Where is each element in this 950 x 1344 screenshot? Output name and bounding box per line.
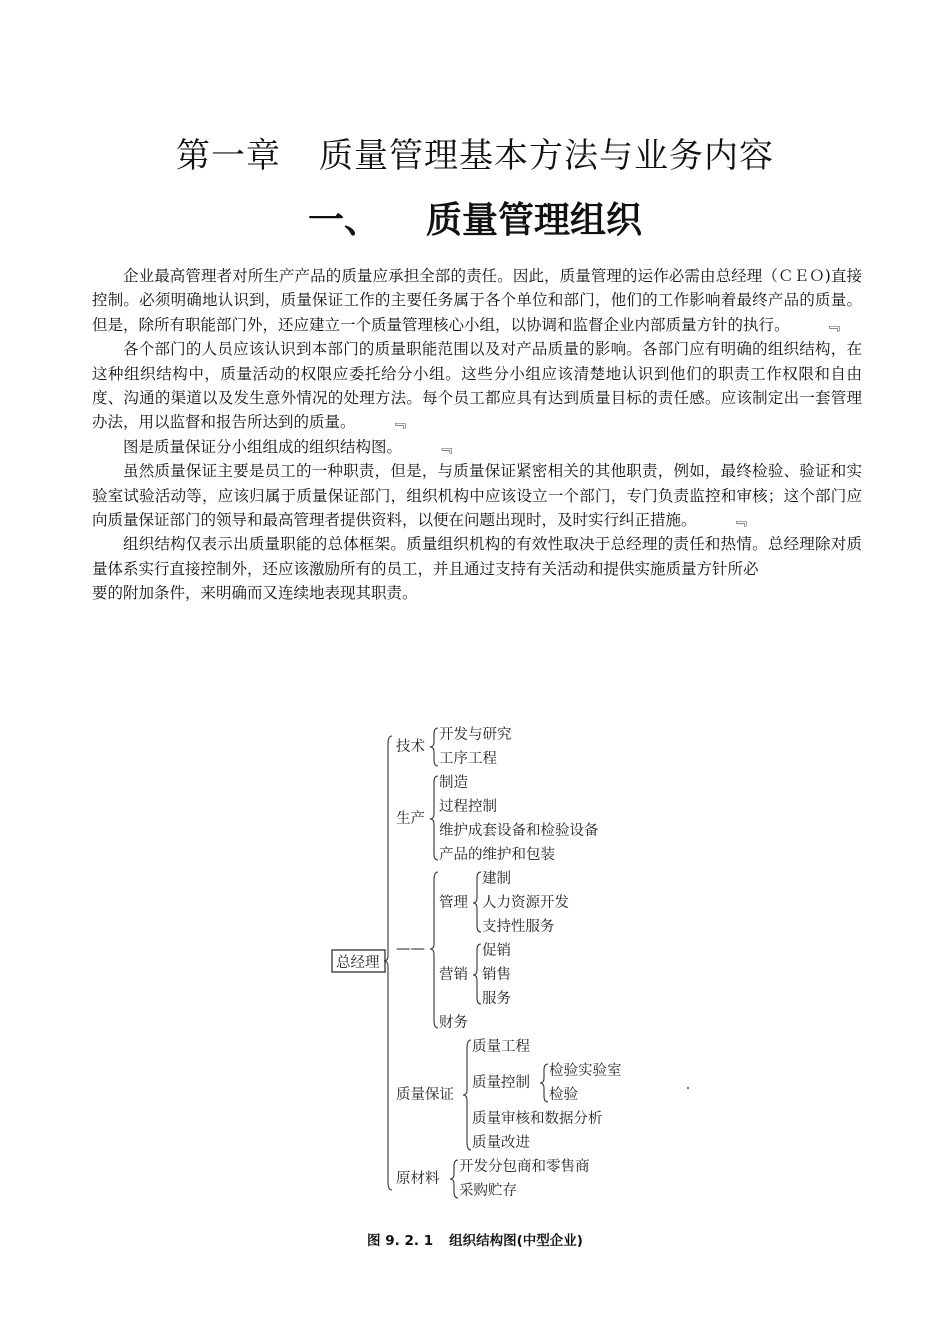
org-marketing-item: 促销 <box>482 943 511 959</box>
paragraph-mark-icon: ﹃ <box>437 437 453 456</box>
org-production-label: 生产 <box>396 811 425 827</box>
org-qa-control-label: 质量控制 <box>472 1075 530 1091</box>
org-marketing-label: 营销 <box>439 967 468 983</box>
raw-materials-brace <box>450 1160 458 1198</box>
org-raw-materials-item: 采购贮存 <box>459 1183 517 1199</box>
org-production-item: 过程控制 <box>439 799 497 815</box>
chapter-title-text: 质量管理基本方法与业务内容 <box>319 136 774 176</box>
org-qa-label: 质量保证 <box>396 1087 454 1103</box>
section-title <box>0 192 950 243</box>
org-blank-branch: —— <box>396 941 425 957</box>
paragraph-text: 组织结构仅表示出质量职能的总体框架。质量组织机构的有效性取决于总经理的责任和热情。总经理除对质量体系实行直接控制外，还应该激励所有的员工，并且通过支持有关活动和提供实施质量方针所必 <box>92 535 862 578</box>
org-finance-label: 财务 <box>439 1015 468 1031</box>
paragraph <box>92 459 862 532</box>
org-management-item: 支持性服务 <box>482 919 555 935</box>
chapter-number: 第一章 <box>176 136 281 176</box>
figure-caption <box>0 1229 950 1249</box>
org-root-label: 总经理 <box>336 955 380 971</box>
technology-brace <box>430 728 438 766</box>
paragraph-text: 虽然质量保证主要是员工的一种职责，但是，与质量保证紧密相关的其他职责，例如，最终检验、验证和实验室试验活动等，应该归属于质量保证部门，组织机构中应该设立一个部门，专门负责监控和审核；这个部门应向质量保证部门的领导和最高管理者提供资料，以便在问题出现时，及时实行纠正措施。 <box>92 462 862 530</box>
org-management-label: 管理 <box>439 895 468 911</box>
qa-control-brace <box>540 1064 548 1102</box>
paragraph-text: 各个部门的人员应该认识到本部门的质量职能范围以及对产品质量的影响。各部门应有明确的组织结构，在这种组织结构中，质量活动的权限应委托给分小组。这些分小组应该清楚地认识到他们的职责工作权限和自由度、沟通的渠道以及发生意外情况的处理方法。每个员工都应具有达到质量目标的责任感。应该制定出一套管理办法，用以监督和报告所达到的质量。 <box>92 340 862 432</box>
org-technology-label: 技术 <box>396 739 425 755</box>
section-title-text: 质量管理组织 <box>426 199 643 241</box>
management-brace <box>473 872 481 932</box>
chapter-title <box>0 128 950 177</box>
org-qa-control-item: 检验实验室 <box>549 1063 622 1079</box>
org-production-item: 制造 <box>439 775 468 791</box>
paragraph-text: 图是质量保证分小组组成的组织结构图。 <box>123 437 403 456</box>
org-qa-control-item: 检验 <box>549 1087 578 1103</box>
blank-branch-brace <box>430 872 438 1028</box>
org-raw-materials-item: 开发分包商和零售商 <box>459 1159 590 1175</box>
paragraph-continuation <box>92 581 862 605</box>
qa-brace <box>463 1040 471 1150</box>
org-qa-item: 质量审核和数据分析 <box>472 1111 603 1127</box>
org-technology-item: 开发与研究 <box>439 727 512 743</box>
paragraph <box>92 337 862 435</box>
org-production-item: 维护成套设备和检验设备 <box>439 823 599 839</box>
paragraph <box>92 264 862 337</box>
org-chart <box>326 720 646 1200</box>
production-brace <box>430 776 438 860</box>
org-qa-item: 质量工程 <box>472 1039 530 1055</box>
org-marketing-item: 服务 <box>482 991 511 1007</box>
org-raw-materials-label: 原材料 <box>396 1171 440 1187</box>
paragraph <box>92 435 862 459</box>
paragraph-mark-icon: ﹃ <box>824 315 841 334</box>
paragraph-text: 要的附加条件，来明确而又连续地表现其职责。 <box>92 584 418 603</box>
org-marketing-item: 销售 <box>482 967 511 983</box>
org-management-item: 建制 <box>482 871 511 887</box>
figure-caption-text: 组织结构图(中型企业) <box>449 1233 583 1249</box>
paragraph-mark-icon: ﹃ <box>731 511 748 530</box>
paragraph-mark-icon: ﹃ <box>390 413 407 432</box>
paragraph <box>92 532 862 581</box>
body-text <box>92 264 862 606</box>
org-technology-item: 工序工程 <box>439 751 497 767</box>
paragraph-text: 企业最高管理者对所生产产品的质量应承担全部的责任。因此，质量管理的运作必需由总经理（ＣＥＯ)直接控制。必须明确地认识到，质量保证工作的主要任务属于各个单位和部门，他们的工作影响着最终产品的质量。但是，除所有职能部门外，还应建立一个质量管理核心小组，以协调和监督企业内部质量方针的执行。 <box>92 267 862 334</box>
figure-number: 图 9. 2. 1 <box>367 1233 434 1249</box>
org-production-item: 产品的维护和包装 <box>439 847 555 863</box>
org-qa-item: 质量改进 <box>472 1135 530 1151</box>
org-management-item: 人力资源开发 <box>482 895 569 911</box>
section-number: 一、 <box>307 199 380 241</box>
speck <box>687 1087 689 1089</box>
marketing-brace <box>473 944 481 1004</box>
